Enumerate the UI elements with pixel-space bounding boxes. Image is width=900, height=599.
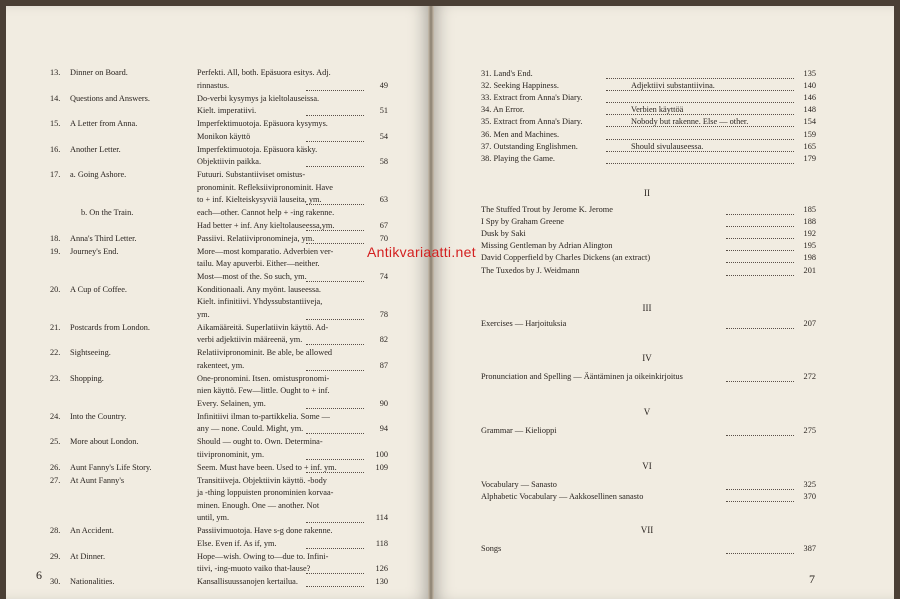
page-reference: 272 [803,372,816,381]
lesson-title: Journey's End. [70,246,119,256]
lesson-number: 25. [50,437,61,446]
page-reference: 192 [803,229,816,239]
dot-leader [306,229,364,231]
section-entry: Vocabulary — Sanasto [481,480,557,489]
lesson-description: Imperfektimuotoja. Epäsuora kysymys. [197,119,328,128]
section-entry: Missing Gentleman by Adrian Alington [481,241,613,251]
lesson-number: 23. [50,373,61,383]
dot-leader [306,369,364,371]
lesson-description: Perfekti. All, both. Epäsuora esitys. Adj. [197,68,331,77]
lesson-note: Adjektiivi substantiivina. [631,81,715,91]
lesson-title: At Aunt Fanny's [70,475,125,485]
lesson-number: 27. [50,475,61,485]
section-entry: Songs [481,544,502,553]
page-reference: 114 [375,513,388,522]
page-reference: 207 [803,319,816,328]
right-page [431,6,894,599]
lesson-number: 26. [50,462,61,472]
dot-leader [726,261,794,263]
dot-leader [306,203,364,205]
lesson-title: Postcards from London. [70,322,150,332]
lesson-number: 16. [50,144,61,154]
lesson-description: Else. Even if. As if, ym. [197,538,277,548]
page-reference: 154 [803,117,816,127]
lesson-description: Infinitiivi ilman to-partikkelia. Some — [197,411,330,421]
lesson-description: nien käyttö. Few—little. Ought to + inf. [197,386,330,395]
page-reference: 58 [379,157,388,166]
dot-leader [726,327,794,329]
section-entry: Dusk by Saki [481,229,526,239]
lesson-description: Monikon käyttö [197,131,251,141]
watermark: Antikvariaatti.net [367,244,476,260]
dot-leader [306,89,364,91]
left-page [6,6,431,599]
lesson-description: minen. Enough. One — another. Not [197,500,320,510]
page-reference: 100 [375,449,388,459]
lesson-description: Imperfektimuotoja. Epäsuora käsky. [197,144,318,154]
lesson-title: 31. Land's End. [481,69,533,78]
dot-leader [306,572,364,574]
lesson-description: Do-verbi kysymys ja kieltolauseissa. [197,93,320,103]
dot-leader [726,274,794,276]
section-entry: Alphabetic Vocabulary — Aakkosellinen sanasto [481,492,644,501]
dot-leader [306,585,364,587]
page-reference: 118 [375,538,388,548]
lesson-number: 14. [50,93,61,103]
lesson-description: Every. Selainen, ym. [197,398,266,408]
page-reference: 90 [379,398,388,408]
dot-leader [306,318,364,320]
lesson-description: ym. [197,309,210,319]
section-entry: Pronunciation and Spelling — Ääntäminen ja oikeinkirjoitus [481,372,683,381]
lesson-title: Into the Country. [70,411,127,421]
lesson-description: Most—most of the. So such, ym. [197,271,307,281]
dot-leader [606,77,794,79]
lesson-description: any — none. Could. Might, ym. [197,424,304,433]
lesson-title: A Cup of Coffee. [70,284,127,294]
page-reference: 94 [379,424,388,433]
section-entry: I Spy by Graham Greene [481,217,564,227]
page-reference: 195 [803,241,816,251]
lesson-title: 38. Playing the Game. [481,153,555,163]
dot-leader [306,140,364,142]
lesson-title: An Accident. [70,526,114,535]
lesson-title: Anna's Third Letter. [70,233,137,243]
lesson-title: A Letter from Anna. [70,119,138,128]
lesson-description: tiivi, -ing-muoto vaiko that-lause? [197,564,311,573]
lesson-title: Nationalities. [70,577,115,586]
page-reference: 198 [803,253,816,263]
section-numeral: VI [642,461,652,471]
page-reference: 325 [803,480,816,489]
page-reference: 140 [803,81,816,91]
lesson-description: Passiivimuotoja. Have s-g done rakenne. [197,526,333,535]
lesson-description: verbi adjektiivin määreenä, ym. [197,335,303,344]
dot-leader [306,458,364,460]
section-entry: The Tuxedos by J. Weidmann [481,265,580,275]
section-numeral: VII [640,525,654,535]
dot-leader [606,101,794,103]
section-numeral: IV [642,353,652,363]
lesson-title: 37. Outstanding Englishmen. [481,141,578,151]
lesson-description: rakenteet, ym. [197,360,245,370]
page-reference: 135 [803,69,816,78]
lesson-description: Hope—wish. Owing to—due to. Infini- [197,551,329,561]
page-reference: 159 [803,129,816,139]
lesson-title: Questions and Answers. [70,93,150,103]
page-reference: 78 [379,309,388,319]
lesson-description: One-pronomini. Itsen. omistuspronomi- [197,373,330,383]
lesson-number: 20. [50,284,61,294]
page-number: 7 [809,572,815,586]
dot-leader [306,280,364,282]
lesson-title: 33. Extract from Anna's Diary. [481,93,583,103]
dot-leader [306,521,364,523]
lesson-number: 22. [50,348,61,357]
page-reference: 70 [379,233,388,243]
page-reference: 51 [379,106,388,115]
page-reference: 146 [803,93,816,103]
lesson-description: Kielt. imperatiivi. [197,106,257,115]
page-reference: 387 [803,544,816,553]
lesson-title: More about London. [70,437,139,446]
dot-leader [306,343,364,345]
lesson-title: a. Going Ashore. [70,170,127,179]
dot-leader [306,407,364,409]
lesson-description: Objektiivin paikka. [197,157,262,166]
page-reference: 74 [379,271,388,281]
lesson-title: At Dinner. [70,551,106,561]
dot-leader [726,380,794,382]
lesson-number: 13. [50,68,61,77]
lesson-note: Should sivulauseessa. [631,141,704,151]
lesson-number: 17. [50,170,61,179]
dot-leader [726,249,794,251]
page-reference: 54 [379,131,388,141]
lesson-note: Nobody but rakenne. Else — other. [631,117,749,127]
lesson-description: Had better + inf. Any kieltolauseessa,ym. [197,220,335,230]
page-reference: 185 [803,205,816,214]
dot-leader [726,488,794,490]
dot-leader [306,471,364,473]
page-reference: 109 [375,462,388,472]
lesson-description: Passiivi. Relatiivipronomineja, ym. [197,233,315,243]
lesson-number: 29. [50,551,61,561]
lesson-description: More—most komparatio. Adverbien ver- [197,246,334,256]
section-entry: The Stuffed Trout by Jerome K. Jerome [481,205,613,214]
lesson-description: Konditionaali. Any myönt. lauseessa. [197,284,321,294]
dot-leader [306,547,364,549]
dot-leader [726,237,794,239]
lesson-title: Shopping. [70,373,104,383]
book-spine [428,6,434,599]
lesson-description: Transitiiveja. Objektiivin käyttö. -body [197,475,327,485]
lesson-number: 30. [50,577,61,586]
lesson-number: 19. [50,246,61,256]
dot-leader [726,500,794,502]
page-reference: 87 [379,360,388,370]
lesson-description: Seem. Must have been. Used to + inf. ym. [197,462,337,472]
dot-leader [306,242,364,244]
dot-leader [306,432,364,434]
page-reference: 179 [803,153,816,163]
section-entry: Exercises — Harjoituksia [481,319,567,328]
dot-leader [606,125,794,127]
dot-leader [606,89,794,91]
dot-leader [726,552,794,554]
lesson-number: 28. [50,526,61,535]
dot-leader [726,225,794,227]
lesson-description: Relatiivipronominit. Be able, be allowed [197,348,333,357]
lesson-title: 36. Men and Machines. [481,129,560,139]
lesson-title: Dinner on Board. [70,68,128,77]
section-entry: David Copperfield by Charles Dickens (an extract) [481,253,651,263]
dot-leader [606,138,794,140]
dot-leader [606,162,794,164]
lesson-description: tiivipronominit, ym. [197,449,265,459]
lesson-title: Another Letter. [70,144,121,154]
lesson-description: Kansallisuussanojen kertailua. [197,577,298,586]
lesson-description: to + inf. Kielteiskysyviä lauseita, ym. [197,195,322,204]
section-numeral: II [644,188,650,198]
page-number: 6 [36,568,42,582]
lesson-description: Futuuri. Substantiiviset omistus- [197,170,306,179]
lesson-title: Aunt Fanny's Life Story. [70,462,152,472]
section-entry: Grammar — Kielioppi [481,426,557,435]
lesson-description: each—other. Cannot help + -ing rakenne. [197,208,335,217]
lesson-description: ja -thing loppuisten pronominien korvaa- [197,488,334,497]
section-numeral: III [642,303,652,313]
lesson-number: 24. [50,411,61,421]
lesson-description: Aikamääreitä. Superlatiivin käyttö. Ad- [197,322,329,332]
lesson-number: 18. [50,233,61,243]
dot-leader [606,113,794,115]
lesson-description: until, ym. [197,513,230,522]
lesson-title: Sightseeing. [70,348,111,357]
page-reference: 165 [803,141,816,151]
page-reference: 148 [803,105,816,115]
lesson-title: b. On the Train. [81,208,134,217]
page-reference: 370 [803,492,816,501]
page-reference: 82 [379,335,388,344]
section-numeral: V [643,407,651,417]
lesson-description: tailu. May apuverbi. Either—neither. [197,259,320,268]
lesson-description: Should — ought to. Own. Determina- [197,437,323,446]
lesson-title: 32. Seeking Happiness. [481,81,559,91]
page-reference: 130 [375,577,388,586]
lesson-note: Verbien käyttöä [631,105,684,115]
lesson-description: pronominit. Refleksiivipronominit. Have [197,182,333,192]
lesson-title: 34. An Error. [481,105,525,115]
page-reference: 49 [379,80,388,90]
lesson-number: 15. [50,119,61,128]
dot-leader [606,150,794,152]
page-reference: 201 [803,265,816,275]
page-reference: 63 [379,195,388,204]
lesson-description: Kielt. infinitiivi. Yhdyssubstantiiveja, [197,297,323,306]
page-reference: 67 [379,220,388,230]
page-reference: 126 [375,564,388,573]
dot-leader [306,114,364,116]
lesson-number: 21. [50,322,61,332]
lesson-description: rinnastus. [197,80,230,90]
page-reference: 188 [803,217,816,227]
dot-leader [306,165,364,167]
dot-leader [726,213,794,215]
lesson-title: 35. Extract from Anna's Diary. [481,117,583,127]
page-reference: 275 [803,426,816,435]
dot-leader [726,434,794,436]
